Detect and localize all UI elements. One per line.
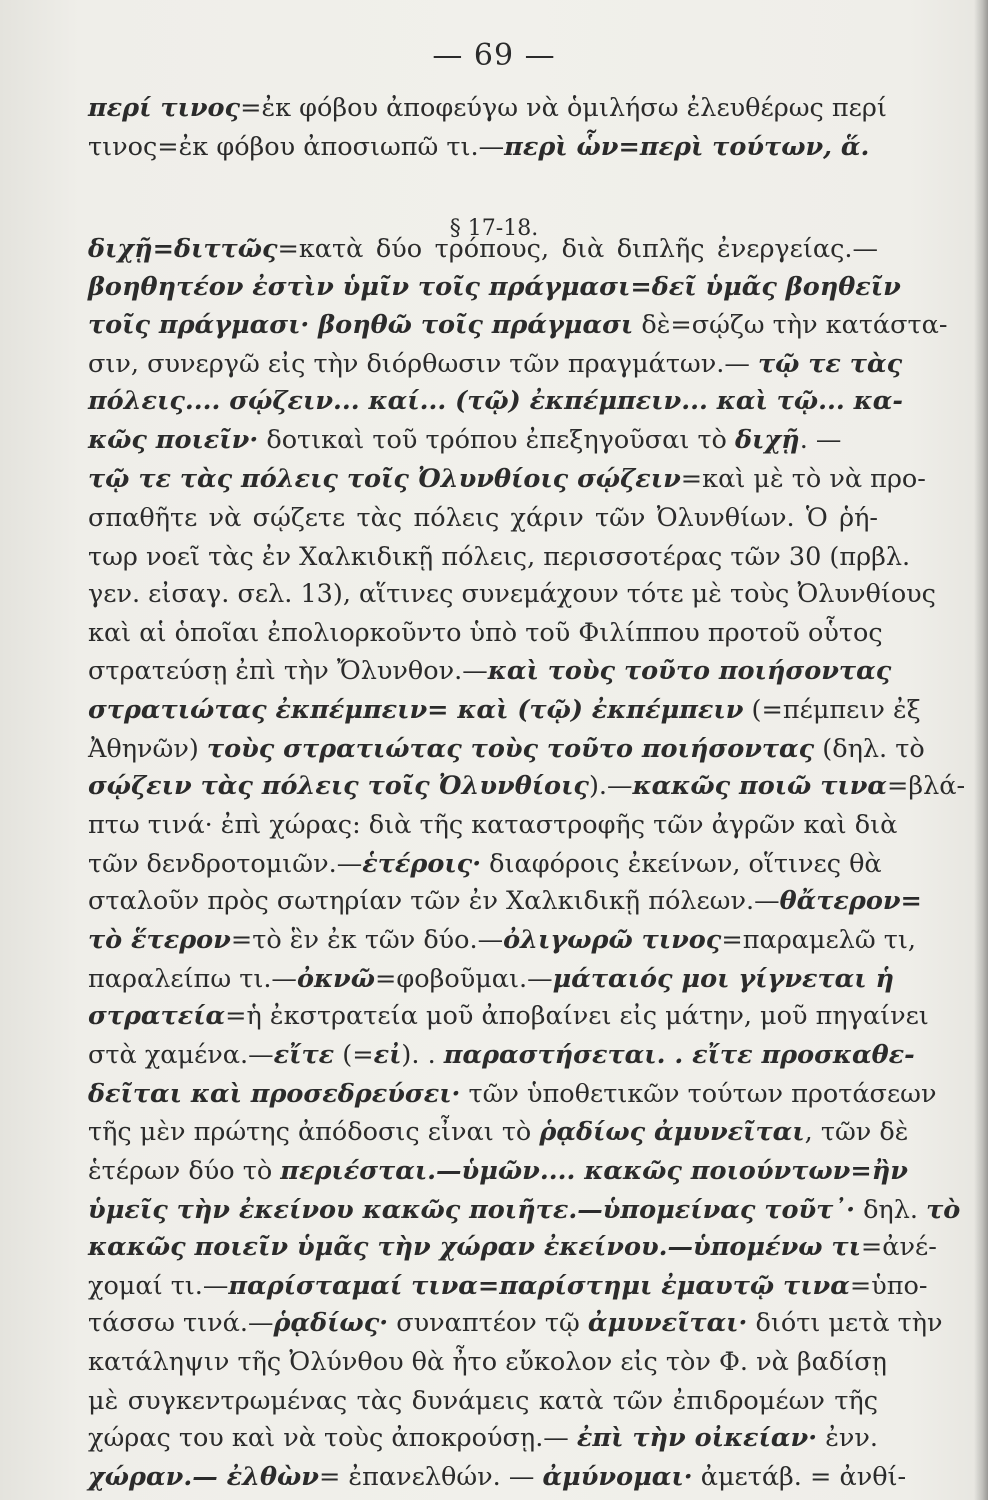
lemma-term: ἀμύνομαι· <box>542 1462 693 1492</box>
text-line <box>88 539 911 575</box>
text-line <box>88 576 936 612</box>
text-line <box>88 1114 909 1150</box>
text-line <box>88 653 892 689</box>
text-line <box>88 768 966 804</box>
lemma-term: περὶ ὧν=περὶ τούτων, ἅ. <box>504 132 870 162</box>
lemma-term: τῷ τε τὰς πόλεις τοῖς Ὀλυνθίοις σῴζειν <box>88 464 681 494</box>
gloss-text: =βλά- <box>887 771 966 801</box>
text-line <box>88 129 878 165</box>
gloss-text: τῶν δενδροτομιῶν.— <box>88 849 363 879</box>
text-line <box>88 461 926 497</box>
lemma-term: ἀμυνεῖται· <box>587 1308 748 1338</box>
text-line <box>88 807 898 843</box>
text-line <box>88 383 903 419</box>
gloss-text: =τὸ ἓν ἐκ τῶν δύο.— <box>230 925 504 955</box>
gloss-text: (=πέμπειν ἐξ <box>743 695 921 725</box>
text-line <box>88 846 882 882</box>
text-line <box>88 422 878 458</box>
lemma-term: κακῶς ποιῶ τινα <box>632 771 888 801</box>
text-line <box>88 1305 943 1341</box>
gloss-text: τῶν ὑποθετικῶν τούτων προτάσεων <box>460 1079 937 1109</box>
gloss-text: στρατεύσῃ ἐπὶ τὴν Ὄλυνθον.— <box>88 656 488 686</box>
gloss-text: =ἡ ἐκστρατεία μοῦ ἀποβαίνει εἰς μάτην, μοῦ πηγαίνει <box>225 1001 929 1031</box>
lemma-term: ἐπὶ τὴν οἰκείαν· <box>576 1423 818 1453</box>
gloss-text: σπαθῆτε νὰ σῴζετε τὰς πόλεις χάριν τῶν Ὀλυνθίων. Ὁ ῥή- <box>88 503 878 533</box>
gloss-text: (= <box>334 1040 374 1070</box>
lemma-term: μάταιός μοι γίγνεται ἡ <box>552 964 895 994</box>
text-line <box>88 922 916 958</box>
lemma-term: τοὺς στρατιώτας τοὺς τοῦτο ποιήσοντας <box>206 734 815 764</box>
gloss-text: (δηλ. τὸ <box>814 734 925 764</box>
gloss-text: τάσσω τινά.— <box>88 1308 274 1338</box>
lemma-term: βοηθητέον ἐστὶν ὑμῖν τοῖς πράγμασι=δεῖ ὑμᾶς βοηθεῖν <box>88 272 901 302</box>
gloss-text: =ὑπο- <box>849 1271 928 1301</box>
section-heading: § 17-18. <box>449 216 539 241</box>
text-line <box>88 1153 908 1189</box>
gloss-text: =καὶ μὲ τὸ νὰ προ- <box>680 464 926 494</box>
lemma-term: χώραν.— ἐλθὼν <box>88 1462 319 1492</box>
lemma-term: δεῖται καὶ προσεδρεύσει· <box>88 1079 461 1109</box>
gloss-text: Ἀθηνῶν) <box>88 734 207 764</box>
lemma-term: πόλεις.... σῴζειν... καί... (τῷ) ἐκπέμπειν... καὶ τῷ... κα- <box>88 386 903 416</box>
gloss-text: διότι μετὰ τὴν <box>747 1308 943 1338</box>
gloss-text: , τῶν δὲ <box>804 1117 909 1147</box>
text-line <box>88 269 901 305</box>
text-line <box>88 692 921 728</box>
lemma-term: παρίσταμαί τινα=παρίστημι ἐμαυτῷ τινα <box>228 1271 850 1301</box>
gloss-text: ἐνν. <box>817 1423 879 1453</box>
text-line <box>88 90 887 126</box>
gloss-text: χώρας του καὶ νὰ τοὺς ἀποκρούσῃ.— <box>88 1423 577 1453</box>
lemma-term: περί τινος <box>88 93 241 123</box>
lemma-term: καὶ τοὺς τοῦτο ποιήσοντας <box>487 656 892 686</box>
gloss-text: γεν. εἰσαγ. σελ. 13), αἵτινες συνεμάχουν τότε μὲ τοὺς Ὀλυνθίους <box>88 579 936 609</box>
gloss-text: =παραμελῶ τι, <box>721 925 916 955</box>
lemma-term: εἴτε <box>273 1040 335 1070</box>
lemma-term: σῴζειν τὰς πόλεις τοῖς Ὀλυνθίοις <box>88 771 589 801</box>
text-line <box>88 307 948 343</box>
text-line <box>88 1229 937 1265</box>
lemma-term: τῷ τε τὰς <box>757 349 903 379</box>
gloss-text: ἑτέρων δύο τὸ <box>88 1156 281 1186</box>
lemma-term: τὸ ἕτερον <box>88 925 231 955</box>
gloss-text: =φοβοῦμαι.— <box>375 964 553 994</box>
gloss-text: πτω τινά· ἐπὶ χώρας: διὰ τῆς καταστροφῆς τῶν ἀγρῶν καὶ διὰ <box>88 810 898 840</box>
gloss-text: στὰ χαμένα.— <box>88 1040 274 1070</box>
gloss-text: δηλ. <box>854 1195 927 1225</box>
lemma-term: κακῶς ποιεῖν ὑμᾶς τὴν χώραν ἐκείνου.—ὑπομένω τι <box>88 1232 861 1262</box>
gloss-text: χομαί τι.— <box>88 1271 229 1301</box>
text-line <box>88 1037 915 1073</box>
text-line <box>88 1192 961 1228</box>
page-number: — 69 — <box>432 38 556 73</box>
text-line <box>88 1268 928 1304</box>
gloss-text: =κατὰ δύο τρόπους, διὰ διπλῆς ἐνεργείας.— <box>277 234 878 264</box>
text-line <box>88 961 895 997</box>
gloss-text: ). . <box>401 1040 444 1070</box>
lemma-term: ὀλιγωρῶ τινος <box>503 925 722 955</box>
lemma-term: τὸ <box>926 1195 961 1225</box>
text-line <box>88 998 929 1034</box>
gloss-text: σιν, συνεργῶ εἰς τὴν διόρθωσιν τῶν πραγμάτων.— <box>88 349 758 379</box>
text-line <box>88 346 903 382</box>
gloss-text: . — <box>799 425 842 455</box>
lemma-term: κῶς ποιεῖν· <box>88 425 259 455</box>
gloss-text: =ἀνέ- <box>860 1232 937 1262</box>
text-line <box>88 231 878 267</box>
lemma-term: στρατεία <box>88 1001 226 1031</box>
lemma-term: διχῇ <box>735 425 800 455</box>
gloss-text: τινος=ἐκ φόβου ἀποσιωπῶ τι.— <box>88 132 505 162</box>
gloss-text: τῆς μὲν πρώτης ἀπόδοσις εἶναι τὸ <box>88 1117 540 1147</box>
lemma-term: διχῇ=διττῶς <box>88 234 278 264</box>
text-line <box>88 1459 907 1495</box>
gloss-text: συναπτέον τῷ <box>388 1308 588 1338</box>
text-line <box>88 883 922 919</box>
text-line <box>88 1344 887 1380</box>
gloss-text: σταλοῦν πρὸς σωτηρίαν τῶν ἐν Χαλκιδικῇ πόλεων.— <box>88 886 780 916</box>
lemma-term: στρατιώτας ἐκπέμπειν= καὶ (τῷ) ἐκπέμπειν <box>88 695 744 725</box>
page-edge-shadow <box>974 0 988 1500</box>
gloss-text: διαφόροις ἐκείνων, οἵτινες θὰ <box>481 849 882 879</box>
gloss-text: καὶ αἱ ὁποῖαι ἐπολιορκοῦντο ὑπὸ τοῦ Φιλίππου προτοῦ οὗτος <box>88 618 883 648</box>
text-line <box>88 1383 878 1419</box>
gloss-text: =ἐκ φόβου ἀποφεύγω νὰ ὁμιλήσω ἐλευθέρως περί <box>240 93 887 123</box>
gloss-text: μὲ συγκεντρωμένας τὰς δυνάμεις κατὰ τῶν ἐπιδρομέων τῆς <box>88 1386 878 1416</box>
lemma-term: ῥᾳδίως ἀμυνεῖται <box>539 1117 805 1147</box>
text-line <box>88 731 925 767</box>
gloss-text: παραλείπω τι.— <box>88 964 297 994</box>
gloss-text: ἀμετάβ. = ἀνθί- <box>692 1462 907 1492</box>
lemma-term: παραστήσεται. . εἴτε προσκαθε- <box>443 1040 915 1070</box>
lemma-term: ὀκνῶ <box>296 964 376 994</box>
gloss-text: κατάληψιν τῆς Ὀλύνθου θὰ ἦτο εὔκολον εἰς τὸν Φ. νὰ βαδίσῃ <box>88 1347 887 1377</box>
lemma-term: τοῖς πράγμασι· βοηθῶ τοῖς πράγμασι <box>88 310 634 340</box>
lemma-term: ῥᾳδίως· <box>273 1308 389 1338</box>
text-line <box>88 1076 937 1112</box>
gloss-text: τωρ νοεῖ τὰς ἐν Χαλκιδικῇ πόλεις, περισσοτέρας τῶν 30 (πρβλ. <box>88 542 911 572</box>
text-line <box>88 500 878 536</box>
lemma-term: ὑμεῖς τὴν ἐκείνου κακῶς ποιῆτε.—ὑπομείνας τοῦτ᾽· <box>88 1195 855 1225</box>
text-line <box>88 615 883 651</box>
lemma-term: ἑτέροις· <box>362 849 482 879</box>
gloss-text: δὲ=σῴζω τὴν κατάστα- <box>633 310 948 340</box>
text-line <box>88 1420 878 1456</box>
gloss-text: = ἐπανελθών. — <box>318 1462 543 1492</box>
gloss-text: δοτικαὶ τοῦ τρόπου ἐπεξηγοῦσαι τὸ <box>258 425 736 455</box>
lemma-term: εἰ <box>373 1040 402 1070</box>
lemma-term: περιέσται.—ὑμῶν.... κακῶς ποιούντων=ἢν <box>280 1156 908 1186</box>
gloss-text: ).— <box>588 771 633 801</box>
lemma-term: θἄτερον= <box>779 886 922 916</box>
